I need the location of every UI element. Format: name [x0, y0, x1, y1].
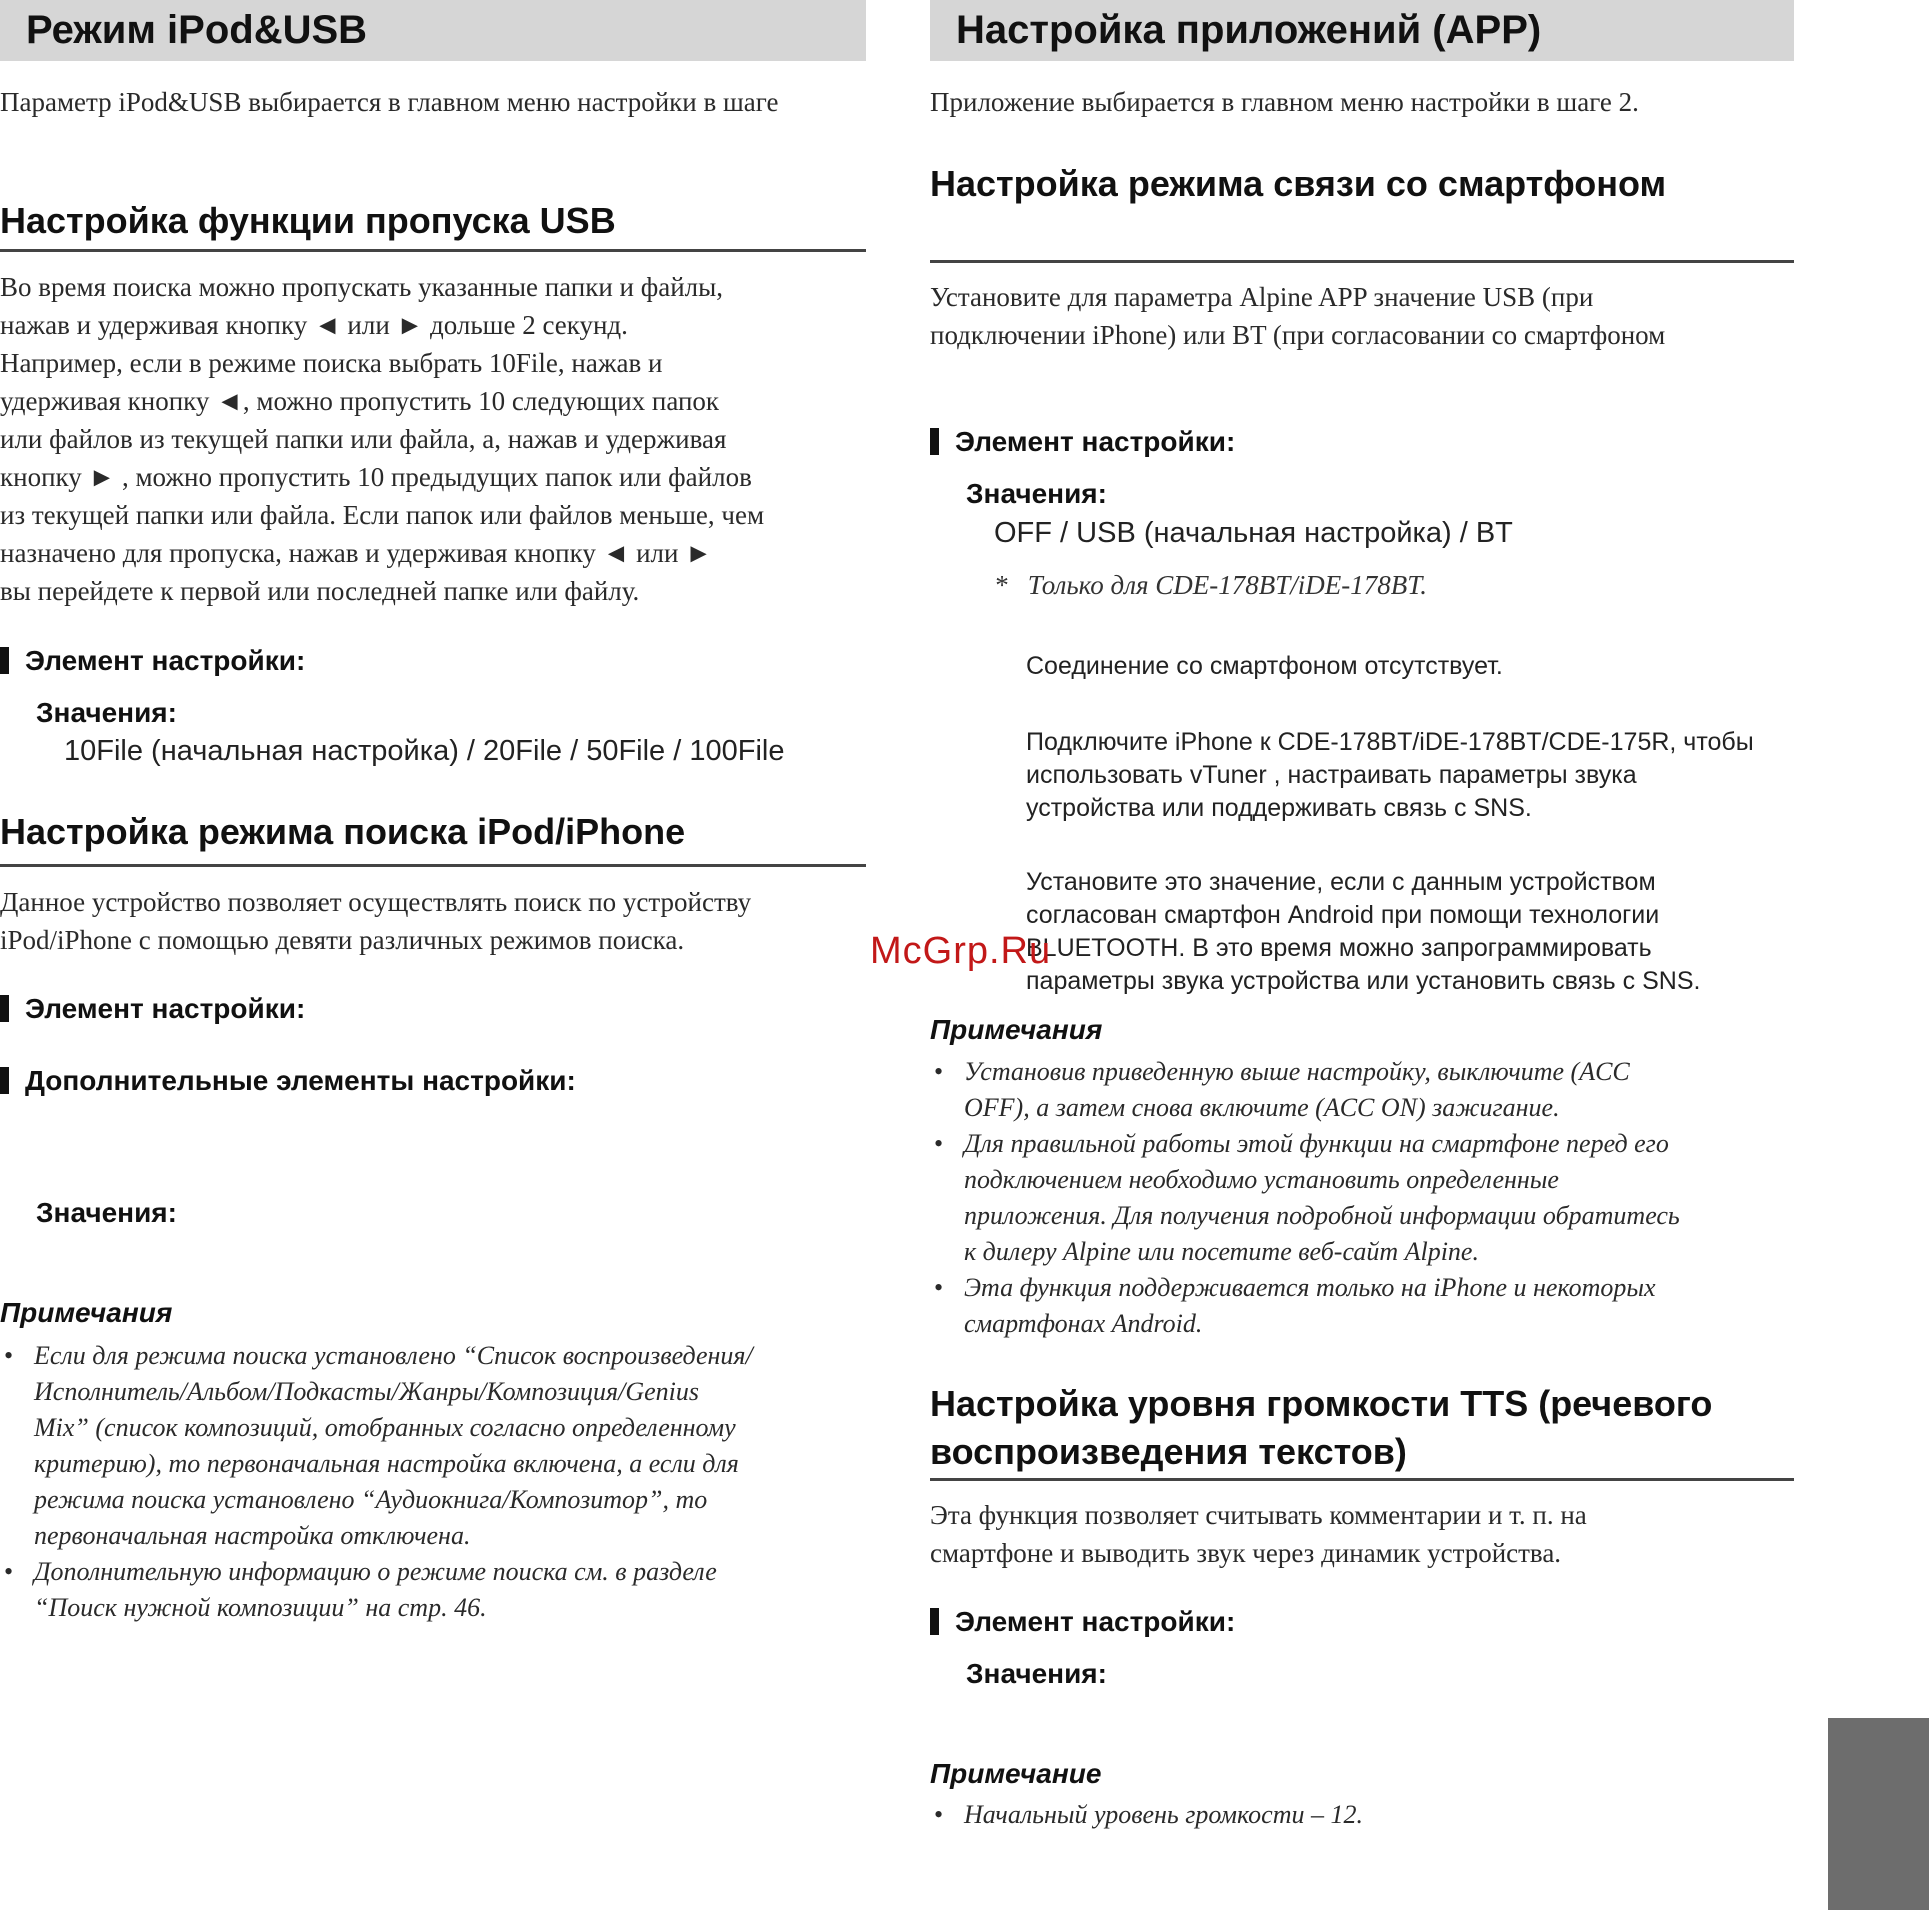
tts-paragraph: Эта функция позволяет считывать комментарии и т. п. на смартфоне и выводить звук через динамик устройства. [930, 1500, 1587, 1568]
setting-marker [930, 1608, 939, 1635]
section-banner-app: Настройка приложений (APP) [930, 0, 1794, 61]
desc-bt: Установите это значение, если с данным устройством согласован смартфон Android при помощи технологии BLUETOOTH. В это время можно запрограммировать параметры звука устройства или установить связь с SNS. [1026, 868, 1701, 995]
setting-marker [0, 995, 9, 1022]
heading-rule [930, 1478, 1794, 1481]
usb-skip-values: 10File (начальная настройка) / 20File / 50File / 100File [64, 735, 785, 767]
smartphone-footnote: * Только для CDE-178BT/iDE-178BT. [994, 570, 1428, 600]
usb-skip-paragraph: Во время поиска можно пропускать указанные папки и файлы, нажав и удерживая кнопку ◄ или ► дольше 2 секунд. Например, если в режиме поиска выбрать 10File, нажав и удерживая кнопку ◄, можно пропустить 10 следующих папок или файлов из текущей папки или файла, а, нажав и удерживая кнопку ► , можно пропустить 10 предыдущих папок или файлов из текущей папки или файла. Если папок или файлов меньше, чем назначено для пропуска, нажав и удерживая кнопку ◄ или ► вы перейдете к первой или последней папке или файлу. [0, 272, 765, 606]
side-page-tab [1828, 1718, 1929, 1910]
ipod-search-values-label: Значения: [36, 1197, 177, 1228]
setting-marker [0, 647, 9, 674]
ipod-usb-intro: Параметр iPod&USB выбирается в главном меню настройки в шаге [0, 87, 779, 117]
watermark: McGrp.Ru [870, 930, 1052, 972]
note-item: • Дополнительную информацию о режиме поиска см. в разделе “Поиск нужной композиции” на стр. 46. [4, 1557, 717, 1622]
ipod-search-notes [0, 1338, 866, 1626]
tts-values-label: Значения: [966, 1658, 1107, 1689]
heading-rule [930, 260, 1794, 263]
heading-rule [0, 864, 866, 867]
note-item: • Начальный уровень громкости – 12. [934, 1800, 1364, 1829]
section-banner-ipod-usb: Режим iPod&USB [0, 0, 866, 61]
setting-marker [930, 428, 939, 455]
usb-skip-values-label: Значения: [36, 697, 177, 728]
note-item: • Эта функция поддерживается только на iPhone и некоторых смартфонах Android. [934, 1273, 1656, 1338]
smartphone-notes-title: Примечания [930, 1014, 1103, 1045]
tts-notes-title: Примечание [930, 1758, 1102, 1789]
setting-marker [0, 1067, 9, 1094]
ipod-search-additional-items: Дополнительные элементы настройки: [0, 1065, 576, 1097]
heading-rule [0, 249, 866, 252]
app-intro: Приложение выбирается в главном меню настройки в шаге 2. [930, 87, 1639, 117]
tts-notes [930, 1797, 1794, 1833]
smartphone-notes [930, 1054, 1794, 1342]
ipod-search-paragraph: Данное устройство позволяет осуществлять поиск по устройству iPod/iPhone с помощью девяти различных режимов поиска. [0, 887, 752, 955]
smartphone-heading: Настройка режима связи со смартфоном [930, 163, 1667, 204]
note-item: • Если для режима поиска установлено “Список воспроизведения/ Исполнитель/Альбом/Подкасты/Жанры/Композиция/Genius Mix” (список композиций, отобранных согласно определенному критерию), то первоначальная настройка включена, а если для режима поиска установлено “Аудиокнига/Композитор”, то первоначальная настройка отключена. [4, 1341, 753, 1550]
desc-usb: Подключите iPhone к CDE-178BT/iDE-178BT/CDE-175R, чтобы использовать vTuner , настраивать параметры звука устройства или поддерживать связь с SNS. [1026, 728, 1754, 822]
note-item: • Установив приведенную выше настройку, выключите (ACC OFF), а затем снова включите (ACC ON) зажигание. [934, 1057, 1630, 1122]
note-item: • Для правильной работы этой функции на смартфоне перед его подключением необходимо установить определенные приложения. Для получения подробной информации обратитесь к дилеру Alpine или посетите веб-сайт Alpine. [934, 1129, 1680, 1266]
smartphone-values-label: Значения: [966, 478, 1107, 509]
tts-heading: Настройка уровня громкости TTS (речевого воспроизведения текстов) [930, 1383, 1713, 1472]
desc-off: Соединение со смартфоном отсутствует. [1026, 652, 1503, 680]
smartphone-values: OFF / USB (начальная настройка) / BT [994, 517, 1513, 549]
ipod-search-notes-title: Примечания [0, 1297, 173, 1328]
smartphone-setting-item: Элемент настройки: [930, 426, 1235, 458]
tts-setting-item: Элемент настройки: [930, 1606, 1235, 1638]
usb-skip-heading: Настройка функции пропуска USB [0, 200, 616, 241]
ipod-search-heading: Настройка режима поиска iPod/iPhone [0, 811, 686, 852]
usb-skip-setting-item: Элемент настройки: [0, 645, 305, 677]
ipod-search-setting-item: Элемент настройки: [0, 993, 305, 1025]
smartphone-paragraph: Установите для параметра Alpine APP значение USB (при подключении iPhone) или BT (при согласовании со смартфоном [930, 282, 1666, 350]
